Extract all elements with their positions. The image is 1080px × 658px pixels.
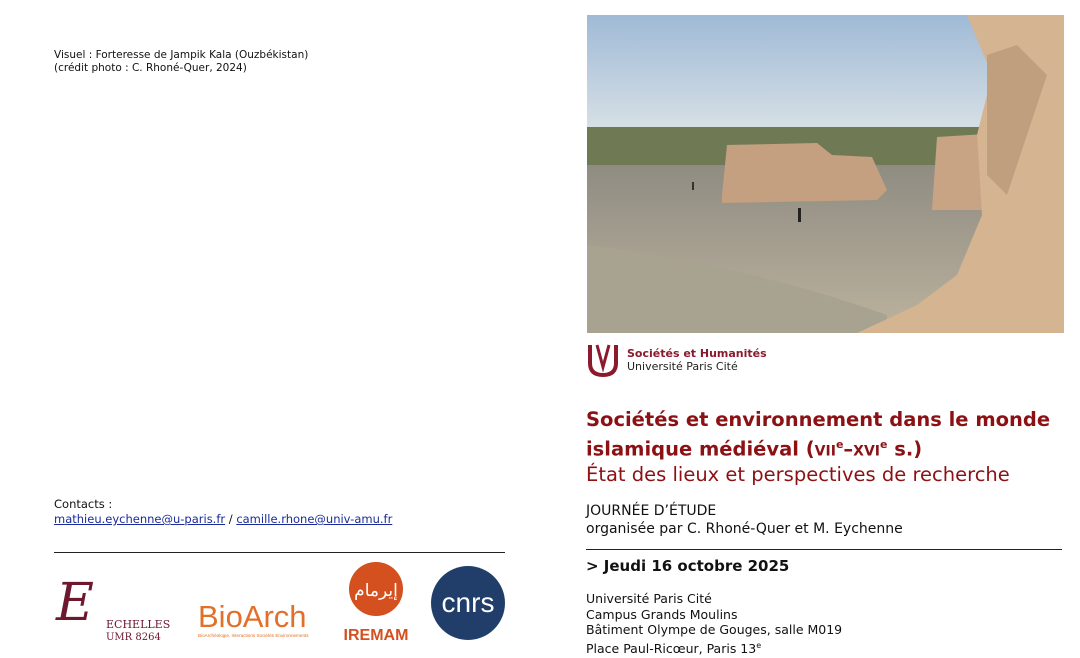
event-type: JOURNÉE D’ÉTUDE: [586, 503, 717, 519]
university-logo-icon: [587, 343, 619, 377]
event-organizers: organisée par C. Rhoné-Quer et M. Eychenne: [586, 521, 903, 537]
fortress-photo: [587, 15, 1064, 333]
venue-line-3: Bâtiment Olympe de Gouges, salle M019: [586, 622, 843, 637]
bioarch-logo-name: BioArch: [198, 599, 307, 634]
email-link-eychenne[interactable]: mathieu.eychenne@u-paris.fr: [54, 512, 226, 526]
event-date: > Jeudi 16 octobre 2025: [586, 557, 790, 575]
brand-line-1: Sociétés et Humanités: [627, 347, 767, 360]
venue-line-4: Place Paul-Ricœur, Paris 13e: [586, 640, 762, 656]
echelles-logo-line1: ECHELLES: [106, 618, 171, 631]
photo-credit: [54, 49, 308, 75]
divider-right: [586, 549, 1062, 550]
person-silhouette: [798, 208, 801, 222]
event-title: [586, 407, 1066, 487]
cnrs-logo-name: cnrs: [441, 587, 495, 618]
email-link-rhone[interactable]: camille.rhone@univ-amu.fr: [236, 512, 393, 526]
event-venue: [586, 591, 842, 656]
echelles-logo: [55, 573, 170, 643]
event-title-main: Sociétés et environnement dans le monde islamique médiéval (vii$^e$–xvi$^e$ s.): [586, 408, 1051, 461]
event-subtitle: État des lieux et perspectives de recherche: [586, 462, 1010, 486]
brand-line-2: Université Paris Cité: [627, 360, 738, 373]
person-silhouette-far: [692, 182, 694, 190]
iremam-logo-name: IREMAM: [343, 627, 409, 644]
credit-line-1: Visuel : Forteresse de Jampik Kala (Ouzbékistan): [54, 49, 309, 61]
bioarch-logo-tagline: BioArchéologie, Interactions Sociétés Environnements: [198, 633, 309, 638]
venue-line-2: Campus Grands Moulins: [586, 606, 738, 622]
divider-left: [54, 552, 505, 553]
iremam-logo: [344, 562, 409, 644]
echelles-logo-letter: E: [56, 573, 94, 633]
cnrs-logo: [431, 566, 505, 640]
venue-line-1: Université Paris Cité: [586, 591, 712, 606]
email-separator: /: [225, 512, 237, 526]
bioarch-logo: [198, 599, 309, 638]
societes-humanites-brand: [587, 343, 767, 377]
contacts-label: Contacts :: [54, 497, 113, 511]
echelles-logo-line2: UMR 8264: [106, 632, 161, 643]
iremam-logo-arabic: إيرمام: [354, 581, 398, 601]
partner-logos: [54, 560, 514, 652]
credit-line-2: (crédit photo : C. Rhoné-Quer, 2024): [54, 62, 247, 74]
event-info: [586, 502, 903, 538]
contacts-block: [54, 497, 392, 527]
